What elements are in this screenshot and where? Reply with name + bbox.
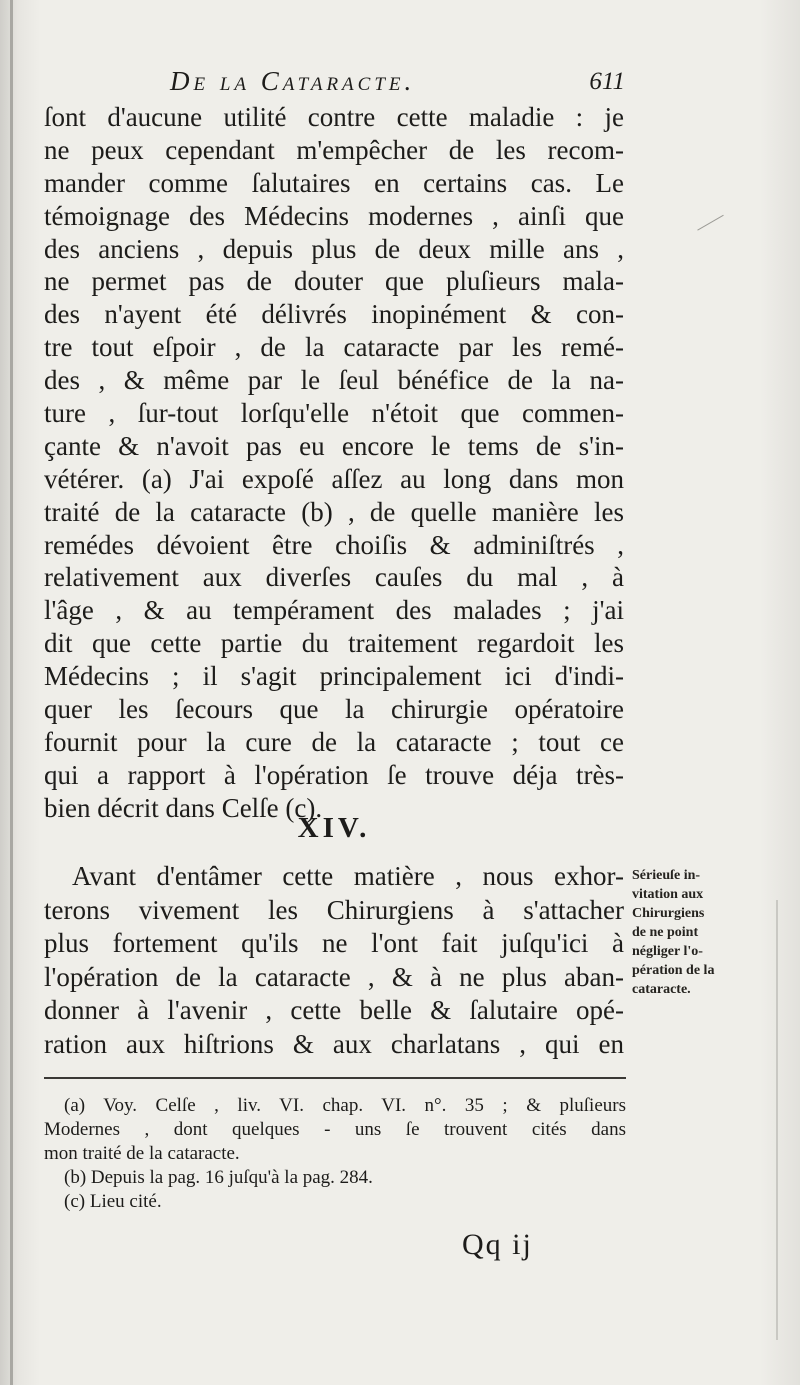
- margin-note-line: pération de la: [632, 963, 715, 978]
- text-line: ne permet pas de douter que pluſieurs mala-: [44, 266, 624, 297]
- margin-note-line: Sérieuſe in-: [632, 868, 701, 883]
- text-line: traité de la cataracte (b) , de quelle manière les: [44, 496, 624, 527]
- text-line: Médecins ; il s'agit principalement ici d'indi-: [44, 661, 624, 692]
- running-title: De la Cataracte.: [170, 66, 416, 96]
- text-line: fournit pour la cure de la cataracte ; tout ce: [44, 726, 624, 757]
- text-line: témoignage des Médecins modernes , ainſi que: [44, 200, 624, 231]
- ink-stroke-mark: [697, 215, 743, 266]
- text-line: donner à l'avenir , cette belle & ſalutaire opé-: [44, 995, 624, 1025]
- footnotes: [44, 1094, 626, 1214]
- text-line: mander comme ſalutaires en certains cas. Le: [44, 167, 624, 198]
- text-line: çante & n'avoit pas eu encore le tems de s'in-: [44, 430, 624, 461]
- text-line: ture , ſur-tout lorſqu'elle n'étoit que commen-: [44, 398, 624, 429]
- text-line: l'opération de la cataracte , & à ne plus aban-: [44, 961, 624, 992]
- margin-note-line: Chirurgiens: [632, 906, 705, 921]
- text-line: l'âge , & au tempérament des malades ; j'ai: [44, 595, 624, 626]
- text-line: qui a rapport à l'opération ſe trouve déja très-: [44, 759, 624, 790]
- margin-note-line: de ne point: [632, 925, 699, 940]
- text-line: relativement aux diverſes cauſes du mal , à: [44, 562, 624, 593]
- text-line: des , & même par le ſeul bénéfice de la na-: [44, 365, 624, 396]
- margin-note-line: cataracte.: [632, 982, 691, 997]
- text-line: terons vivement les Chirurgiens à s'attacher: [44, 894, 624, 925]
- text-line: des n'ayent été délivrés inopinément & con-: [44, 299, 624, 330]
- text-line: vétérer. (a) J'ai expoſé aſſez au long dans mon: [44, 463, 624, 494]
- text-line: Avant d'entâmer cette matière , nous exhor-: [72, 861, 624, 891]
- text-line: tre tout eſpoir , de la cataracte par les remé-: [44, 332, 624, 363]
- text-line: remédes dévoient être choiſis & adminiſtrés ,: [44, 529, 624, 560]
- section-heading: XIV.: [297, 812, 371, 844]
- text-line: ſont d'aucune utilité contre cette maladie : je: [44, 102, 624, 132]
- page-header: [170, 64, 625, 104]
- signature-mark: Qq ij: [462, 1228, 533, 1261]
- margin-note-line: négliger l'o-: [632, 944, 703, 959]
- text-line: dit que cette partie du traitement regardoit les: [44, 628, 624, 659]
- text-line: quer les ſecours que la chirurgie opératoire: [44, 694, 624, 725]
- margin-note: [632, 866, 792, 999]
- text-line: bien décrit dans Celſe (c).: [44, 792, 323, 823]
- paragraph-1: [44, 101, 624, 825]
- text-line: ration aux hiſtrions & aux charlatans , qui en: [44, 1028, 624, 1059]
- footnote-line: (c) Lieu cité.: [64, 1191, 162, 1212]
- binding-gutter: [10, 0, 13, 1385]
- margin-note-line: vitation aux: [632, 887, 704, 902]
- footnote-line: mon traité de la cataracte.: [44, 1143, 240, 1164]
- footnote-line: (a) Voy. Celſe , liv. VI. chap. VI. n°. 35 ; & pluſieurs: [64, 1095, 626, 1116]
- footnote-rule: [44, 1077, 626, 1079]
- footnote-line: (b) Depuis la pag. 16 juſqu'à la pag. 284.: [64, 1167, 373, 1188]
- text-line: plus fortement qu'ils ne l'ont fait juſqu'ici à: [44, 928, 624, 958]
- paragraph-2: [44, 860, 624, 1061]
- page-number: 611: [589, 68, 625, 95]
- text-line: des anciens , depuis plus de deux mille ans ,: [44, 233, 624, 264]
- text-line: ne peux cependant m'empêcher de les recom-: [44, 134, 624, 165]
- footnote-line: Modernes , dont quelques - uns ſe trouvent cités dans: [44, 1119, 626, 1140]
